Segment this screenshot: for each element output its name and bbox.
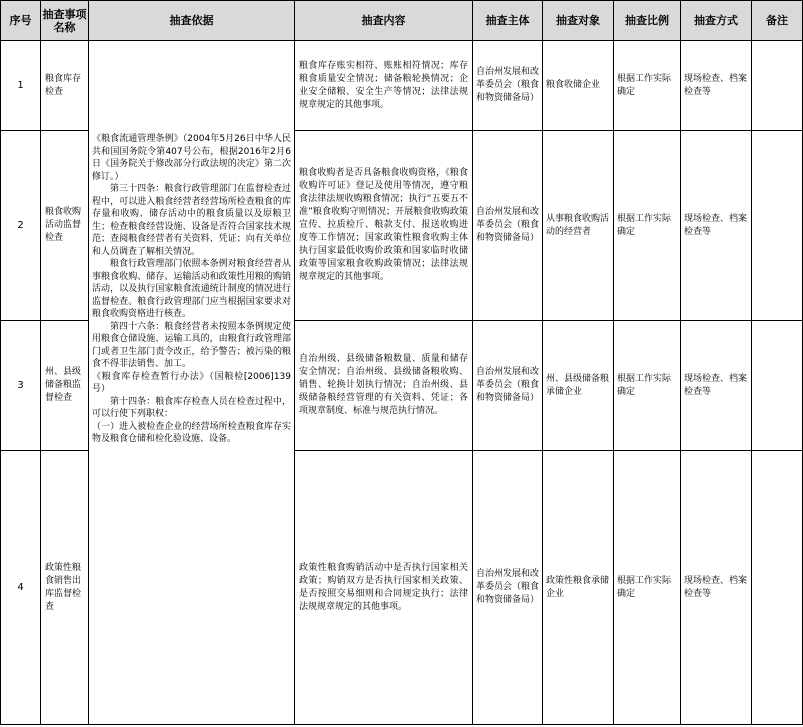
row-ratio: 根据工作实际确定: [614, 41, 681, 131]
table-row: [1, 41, 803, 131]
row-item-name: 粮食收购活动监督检查: [41, 131, 89, 321]
row-object: 从事粮食收购活动的经营者: [543, 131, 614, 321]
row-item-name: 政策性粮食销售出库监督检查: [41, 451, 89, 725]
basis-paragraph: 第三十四条：粮食行政管理部门在监督检查过程中，可以进入粮食经营者经营场所检查粮食的库存量和收购、储存活动中的粮食质量以及原粮卫生；检查粮食经营设施、设备是否符合国家技术规范；查阅粮食经营者有关资料、凭证；向有关单位和人员调查了解相关情况。: [92, 184, 291, 257]
basis-paragraph: 《粮食流通管理条例》（2004年5月26日中华人民共和国国务院令第407号公布，根据2016年2月6日《国务院关于修改部分行政法规的决定》第二次修订。）: [92, 134, 291, 182]
basis-paragraph: （一）进入被检查企业的经营场所检查粮食库存实物及粮食仓储和检化验设施、设备。: [92, 421, 291, 444]
row-content: 粮食收购者是否具备粮食收购资格，《粮食收购许可证》登记及使用等情况，遵守粮食法律法规收购粮食情况；执行“五要五不准”粮食收购守则情况；开展粮食收购政策宣传、拉质检斤、粮款支付、报送收购进度等工作情况；国家政策性粮食收购主体执行国家最低收购价政策和国家临时收储政策等国家粮食收购政策情况；法律法规规章规定的其他事项。: [295, 131, 473, 321]
row-method: 现场检查、档案检查等: [681, 41, 752, 131]
header-content: 抽查内容: [295, 1, 473, 41]
basis-paragraph: 第四十六条：粮食经营者未按照本条例规定使用粮食仓储设施、运输工具的，由粮食行政管理部门或者卫生部门责令改正，给予警告；被污染的粮食不得非法销售、加工。: [92, 321, 291, 369]
row-item-name: 州、县级储备粮监督检查: [41, 321, 89, 451]
row-ratio: 根据工作实际确定: [614, 321, 681, 451]
row-content: 自治州级、县级储备粮数量、质量和储存安全情况；自治州级、县级储备粮收购、销售、轮换计划执行情况；自治州级、县级储备粮经营管理的有关资料、凭证；各项规章制度、标准与规范执行情况。: [295, 321, 473, 451]
row-ratio: 根据工作实际确定: [614, 451, 681, 725]
header-basis: 抽查依据: [89, 1, 295, 41]
row-content: 政策性粮食购销活动中是否执行国家相关政策；购销双方是否执行国家相关政策、是否按照交易细则和合同规定执行；法律法规规章规定的其他事项。: [295, 451, 473, 725]
row-seq: 3: [1, 321, 41, 451]
header-method: 抽查方式: [681, 1, 752, 41]
row-subject: 自治州发展和改革委员会（粮食和物资储备局）: [473, 131, 543, 321]
row-seq: 4: [1, 451, 41, 725]
row-note: [752, 451, 803, 725]
basis-paragraph: 《粮食库存检查暂行办法》（国粮检[2006]139号）: [92, 371, 291, 394]
row-ratio: 根据工作实际确定: [614, 131, 681, 321]
header-item-name: 抽查事项名称: [41, 1, 89, 41]
row-seq: 2: [1, 131, 41, 321]
header-seq: 序号: [1, 1, 41, 41]
row-subject: 自治州发展和改革委员会（粮食和物资储备局）: [473, 41, 543, 131]
row-method: 现场检查、档案检查等: [681, 451, 752, 725]
row-note: [752, 41, 803, 131]
header-subject: 抽查主体: [473, 1, 543, 41]
header-note: 备注: [752, 1, 803, 41]
header-ratio: 抽查比例: [614, 1, 681, 41]
row-object: 政策性粮食承储企业: [543, 451, 614, 725]
row-subject: 自治州发展和改革委员会（粮食和物资储备局）: [473, 451, 543, 725]
row-seq: 1: [1, 41, 41, 131]
row-note: [752, 131, 803, 321]
basis-paragraph: 第十四条：粮食库存检查人员在检查过程中，可以行使下列职权：: [92, 396, 291, 419]
header-object: 抽查对象: [543, 1, 614, 41]
header-row: [1, 1, 803, 41]
row-method: 现场检查、档案检查等: [681, 321, 752, 451]
inspection-basis-cell: [89, 41, 295, 725]
row-object: 粮食收储企业: [543, 41, 614, 131]
row-note: [752, 321, 803, 451]
row-content: 粮食库存账实相符、账账相符情况；库存粮食质量安全情况；储备粮轮换情况；企业安全储粮、安全生产等情况；法律法规规章规定的其他事项。: [295, 41, 473, 131]
row-method: 现场检查、档案检查等: [681, 131, 752, 321]
row-subject: 自治州发展和改革委员会（粮食和物资储备局）: [473, 321, 543, 451]
row-object: 州、县级储备粮承储企业: [543, 321, 614, 451]
row-item-name: 粮食库存检查: [41, 41, 89, 131]
basis-paragraph: 粮食行政管理部门依照本条例对粮食经营者从事粮食收购、储存、运输活动和政策性用粮的购销活动，以及执行国家粮食流通统计制度的情况进行监督检查。粮食行政管理部门应当根据国家要求对粮食收购资格进行核查。: [92, 259, 291, 319]
